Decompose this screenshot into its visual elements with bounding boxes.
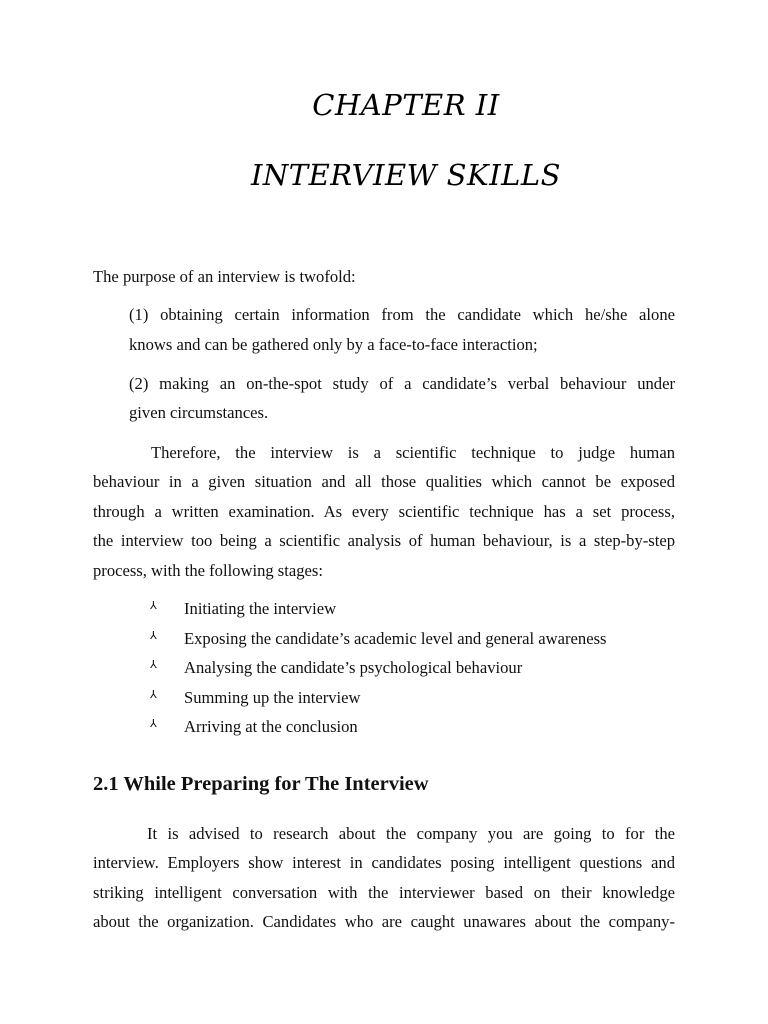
stage-label: Exposing the candidate’s academic level and general awareness: [184, 628, 607, 648]
purpose-1-line-1: (1) obtaining certain information from the candidate which he/she alone: [129, 305, 675, 324]
paragraph-2-line-1: It is advised to research about the company you are going to for the: [147, 824, 675, 843]
stage-label: Summing up the interview: [184, 687, 361, 707]
arrowhead-bullet-icon: ⅄: [150, 600, 157, 612]
stages-list: [150, 594, 607, 742]
chapter-title-heading: INTERVIEW SKILLS: [250, 158, 562, 192]
paragraph-1-line-3: through a written examination. As every scientific technique has a set process,: [93, 502, 675, 521]
section-heading: 2.1 While Preparing for The Interview: [93, 773, 429, 795]
stage-label: Arriving at the conclusion: [184, 717, 358, 736]
list-item: [150, 653, 607, 683]
arrowhead-bullet-icon: ⅄: [150, 629, 157, 642]
paragraph-2-line-4: about the organization. Candidates who are caught unawares about the company-: [93, 912, 675, 931]
purpose-2-line-1: (2) making an on-the-spot study of a candidate’s verbal behaviour under: [129, 374, 675, 393]
purpose-2-line-2: given circumstances.: [129, 403, 269, 422]
purpose-1-line-2: knows and can be gathered only by a face-to-face interaction;: [129, 335, 538, 354]
paragraph-2-line-3: striking intelligent conversation with the interviewer based on their knowledge: [93, 883, 675, 902]
stage-label: Analysing the candidate’s psychological behaviour: [184, 658, 523, 677]
paragraph-1-line-5: process, with the following stages:: [93, 561, 323, 580]
arrowhead-bullet-icon: ⅄: [150, 659, 157, 671]
paragraph-1-line-2: behaviour in a given situation and all those qualities which cannot be exposed: [93, 472, 675, 491]
paragraph-1-line-1: Therefore, the interview is a scientific technique to judge human: [151, 443, 675, 462]
stage-label: Initiating the interview: [184, 599, 337, 618]
paragraph-2-line-2: interview. Employers show interest in candidates posing intelligent questions and: [93, 853, 675, 872]
chapter-number-heading: CHAPTER II: [312, 88, 500, 122]
list-item: [150, 683, 607, 713]
list-item: [150, 594, 607, 624]
arrowhead-bullet-icon: ⅄: [150, 688, 157, 701]
list-item: [150, 712, 607, 742]
arrowhead-bullet-icon: ⅄: [150, 718, 157, 730]
paragraph-1-line-4: the interview too being a scientific analysis of human behaviour, is a step-by-step: [93, 531, 675, 550]
intro-sentence: The purpose of an interview is twofold:: [93, 267, 356, 286]
list-item: [150, 624, 607, 654]
